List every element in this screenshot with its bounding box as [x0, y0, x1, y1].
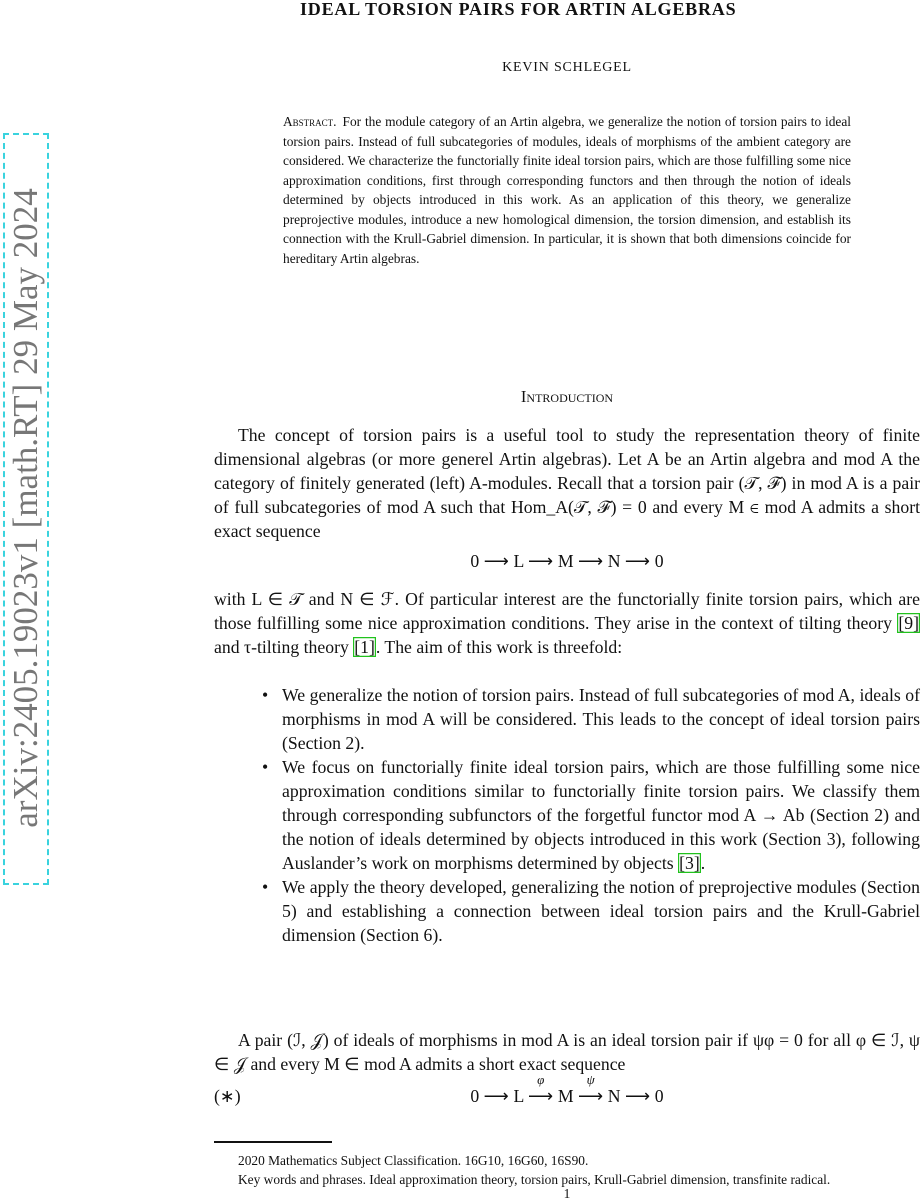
footnote-msc: 2020 Mathematics Subject Classification. 16G10, 16G60, 16S90.: [238, 1153, 589, 1168]
equation-body: [214, 1072, 920, 1107]
list-item-text-end: .: [700, 853, 706, 873]
paragraph-2-text-end: . The aim of this work is threefold:: [375, 637, 623, 657]
paper-author: KEVIN SCHLEGEL: [502, 60, 632, 75]
equation-right: N ⟶ 0: [603, 1086, 664, 1106]
abstract: [283, 112, 851, 268]
citation-link-3[interactable]: [3]: [679, 853, 700, 873]
equation-left: 0 ⟶ L: [470, 1086, 529, 1106]
citation-link-9[interactable]: [9]: [898, 613, 919, 633]
bullet-marker: •: [262, 877, 269, 897]
list-item-text: We apply the theory developed, generalizing the notion of preprojective modules (Section 5) and establishing a connection between ideal torsion pairs and the Krull-Gabriel dimension (Section 6).: [282, 877, 920, 945]
list-item: [258, 875, 920, 947]
psi-label: ψ: [586, 1072, 595, 1087]
abstract-text: For the module category of an Artin algebra, we generalize the notion of torsion pairs to ideal torsion pairs. Instead of full subcategories of modules, ideals of morphisms of the ambient category are considered. We characterize the functorially finite ideal torsion pairs, which are those fulfilling some nice approximation conditions, first through corresponding functors and then through the notion of ideals determined by objects introduced in this work. As an application of this theory, we generalize preprojective modules, introduce a new homological dimension, the torsion dimension, and establish its connection with the Krull-Gabriel dimension. In particular, it is shown that both dimensions coincide for hereditary Artin algebras.: [283, 114, 851, 266]
phi-arrow: φ ⟶: [528, 1072, 554, 1106]
list-item: [258, 755, 920, 875]
paragraph-2: [214, 587, 920, 659]
paragraph-2-text: with L ∈ 𝒯 and N ∈ ℱ. Of particular interest are the functorially finite torsion pairs, which are those fulfilling some nice approximation conditions. They arise in the context of tilting theory: [214, 589, 920, 633]
equation-mid: M: [553, 1086, 578, 1106]
psi-arrow: ψ ⟶: [577, 1072, 604, 1106]
paragraph-3: A pair (ℐ, 𝒥) of ideals of morphisms in mod A is an ideal torsion pair if ψφ = 0 for all φ ∈ ℐ, ψ ∈ 𝒥 and every M ∈ mod A admits a short exact sequence: [214, 1030, 920, 1074]
exact-sequence-equation: 0 ⟶ L ⟶ M ⟶ N ⟶ 0: [470, 551, 664, 571]
paragraph-1: The concept of torsion pairs is a useful tool to study the representation theory of finite dimensional algebras (or more generel Artin algebras). Let A be an Artin algebra and mod A the category of finitely generated (left) A-modules. Recall that a torsion pair (𝒯, ℱ) in mod A is a pair of full subcategories of mod A such that Hom_A(𝒯, ℱ) = 0 and every M ∈ mod A admits a short exact sequence: [214, 425, 920, 541]
paragraph-2-text-mid: and τ-tilting theory: [214, 637, 354, 657]
list-item-text: We generalize the notion of torsion pairs. Instead of full subcategories of mod A, ideals of morphisms in mod A will be considered. This leads to the concept of ideal torsion pairs (Section 2).: [282, 685, 920, 753]
phi-label: φ: [537, 1072, 545, 1087]
list-item-text: We focus on functorially finite ideal torsion pairs, which are those fulfilling some nice approximation conditions similar to functorially finite torsion pairs. We classify them through corresponding subfunctors of the forgetful functor mod A → Ab (Section 2) and the notion of ideals determined by objects introduced in this work (Section 3), following Auslander’s work on morphisms determined by objects: [282, 757, 920, 873]
abstract-label: Abstract.: [283, 114, 337, 129]
page-number: 1: [563, 1186, 571, 1201]
section-heading: Introduction: [520, 387, 614, 406]
equation-tag: (∗): [214, 1086, 241, 1106]
arxiv-stamp: arXiv:2405.19023v1 [math.RT] 29 May 2024: [6, 188, 45, 828]
list-item: [258, 683, 920, 755]
footnote-keywords: Key words and phrases. Ideal approximation theory, torsion pairs, Krull-Gabriel dimension, transfinite radical.: [238, 1172, 831, 1187]
footnote-rule: [214, 1141, 332, 1143]
citation-link-1[interactable]: [1]: [354, 637, 375, 657]
bullet-marker: •: [262, 757, 269, 777]
paper-title: IDEAL TORSION PAIRS FOR ARTIN ALGEBRAS: [300, 0, 737, 19]
bullet-marker: •: [262, 685, 269, 705]
aims-list: [258, 683, 920, 947]
